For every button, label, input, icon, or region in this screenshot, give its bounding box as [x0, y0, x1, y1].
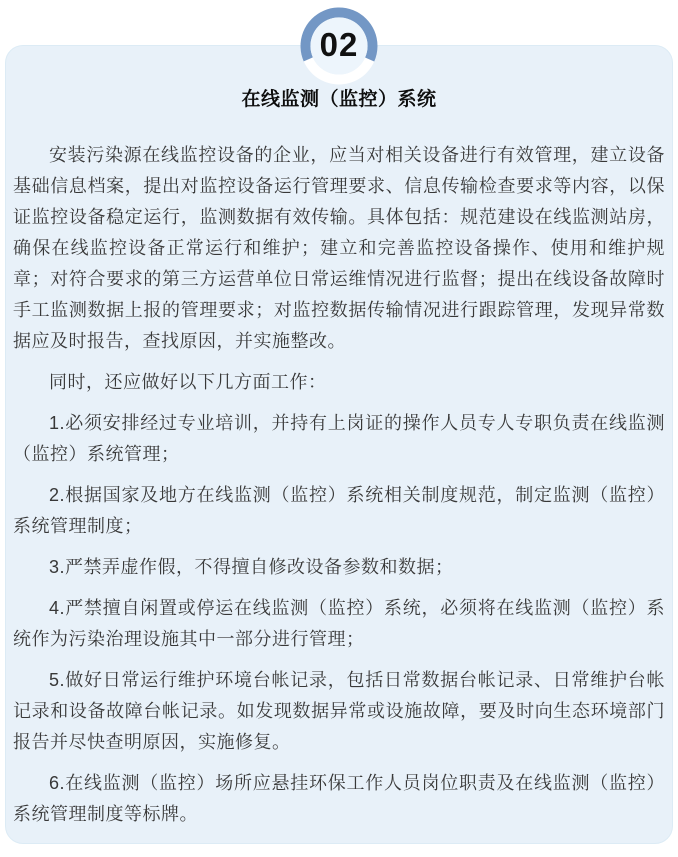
paragraph-item-3: 3.严禁弄虚作假，不得擅自修改设备参数和数据； — [49, 557, 454, 577]
paragraph-intro: 安装污染源在线监控设备的企业，应当对相关设备进行有效管理，建立设备基础信息档案，提出对监控设备运行管理要求、信息传输检查要求等内容，以保证监控设备稳定运行，监测数据有效传输。具体包括：规范建设在线监测站房，确保在线监控设备正常运行和维护；建立和完善监控设备操作、使用和维护规章；对符合要求的第三方运营单位日常运维情况进行监督；提出在线设备故障时手工监测数据上报的管理要求；对监控数据传输情况进行跟踪管理，发现异常数据应及时报告，查找原因，并实施整改。 — [13, 145, 665, 351]
paragraph-item-5: 5.做好日常运行维护环境台帐记录，包括日常数据台帐记录、日常维护台帐记录和设备故障台帐记录。如发现数据异常或设施故障，要及时向生态环境部门报告并尽快查明原因，实施修复。 — [13, 670, 665, 752]
paragraph-item-2: 2.根据国家及地方在线监测（监控）系统相关制度规范，制定监测（监控）系统管理制度； — [13, 485, 665, 536]
section-body — [12, 140, 666, 830]
paragraph-item-1: 1.必须安排经过专业培训，并持有上岗证的操作人员专人专职负责在线监测（监控）系统管理； — [13, 413, 665, 464]
content-panel — [5, 45, 673, 844]
paragraph-lead-in: 同时，还应做好以下几方面工作： — [49, 372, 327, 392]
section-title: 在线监测（监控）系统 — [241, 89, 437, 110]
section-number: 02 — [319, 26, 359, 63]
paragraph-item-6: 6.在线监测（监控）场所应悬挂环保工作人员岗位职责及在线监测（监控）系统管理制度等标牌。 — [13, 773, 665, 824]
paragraph-item-4: 4.严禁擅自闲置或停运在线监测（监控）系统，必须将在线监测（监控）系统作为污染治理设施其中一部分进行管理； — [13, 598, 665, 649]
section-number-badge — [299, 6, 379, 86]
